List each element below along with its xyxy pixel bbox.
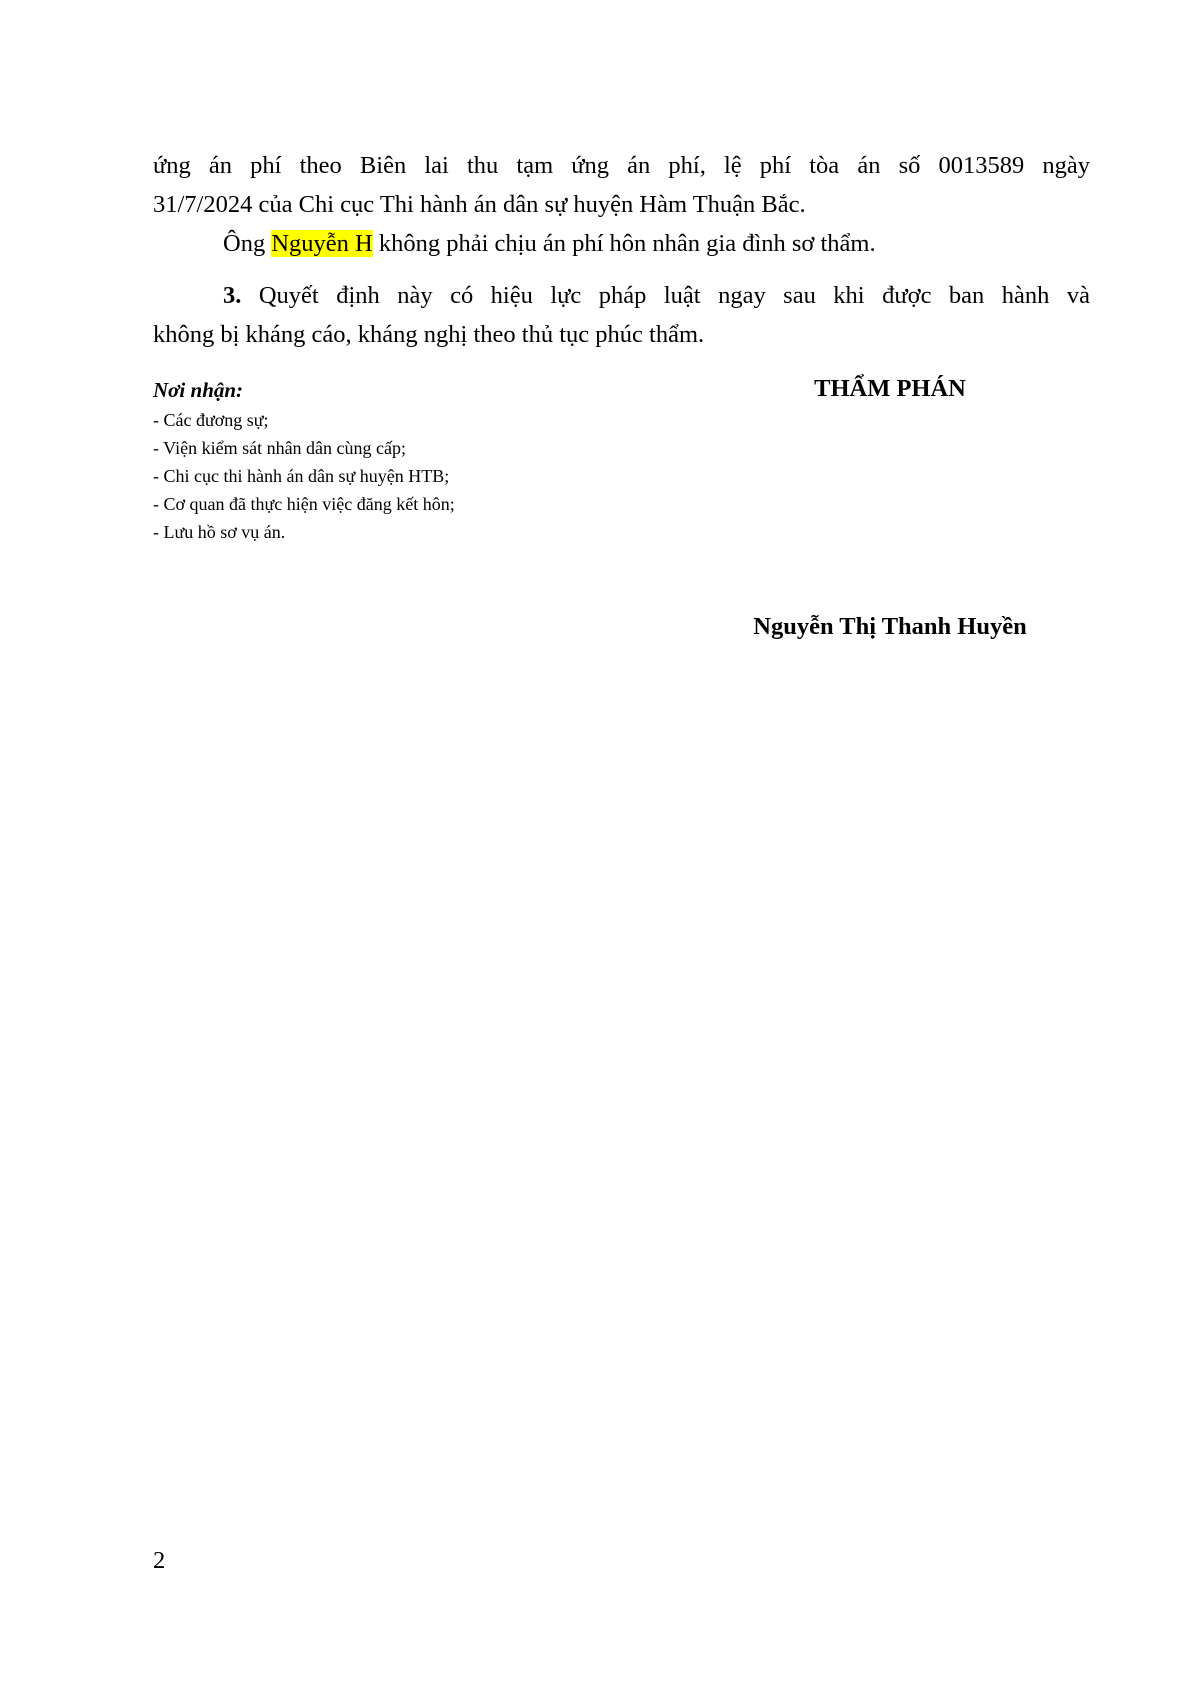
paragraph-line xyxy=(153,276,1090,315)
highlighted-person-name: Nguyễn H xyxy=(271,230,373,257)
recipient-item: - Các đương sự; xyxy=(153,410,269,430)
signature-name: Nguyễn Thị Thanh Huyền xyxy=(753,613,1027,640)
paragraph-line: 31/7/2024 của Chi cục Thi hành án dân sự huyện Hàm Thuận Bắc. xyxy=(153,191,806,218)
recipient-item: - Cơ quan đã thực hiện việc đăng kết hôn; xyxy=(153,494,455,514)
paragraph-suffix: không phải chịu án phí hôn nhân gia đình sơ thẩm. xyxy=(372,230,876,257)
recipients-heading: Nơi nhận: xyxy=(153,378,244,402)
paragraph-effectiveness xyxy=(153,276,1090,354)
paragraph-text: Quyết định này có hiệu lực pháp luật ngay sau khi được ban hành và xyxy=(241,282,1090,309)
page-number: 2 xyxy=(153,1547,166,1574)
recipient-item: - Viện kiểm sát nhân dân cùng cấp; xyxy=(153,438,407,458)
paragraph-fee-exemption xyxy=(153,224,1090,263)
item-number: 3. xyxy=(223,282,242,309)
paragraph-line: không bị kháng cáo, kháng nghị theo thủ tục phúc thẩm. xyxy=(153,321,705,348)
paragraph-line: ứng án phí theo Biên lai thu tạm ứng án phí, lệ phí tòa án số 0013589 ngày xyxy=(153,152,1090,179)
paragraph-prefix: Ông xyxy=(223,230,272,257)
recipient-item: - Chi cục thi hành án dân sự huyện HTB; xyxy=(153,466,450,486)
paragraph-fee-receipt xyxy=(153,146,1090,224)
recipients-block xyxy=(153,377,713,546)
signature-title: THẨM PHÁN xyxy=(814,375,966,402)
paragraph-line xyxy=(153,224,1090,263)
recipient-item: - Lưu hồ sơ vụ án. xyxy=(153,522,286,542)
